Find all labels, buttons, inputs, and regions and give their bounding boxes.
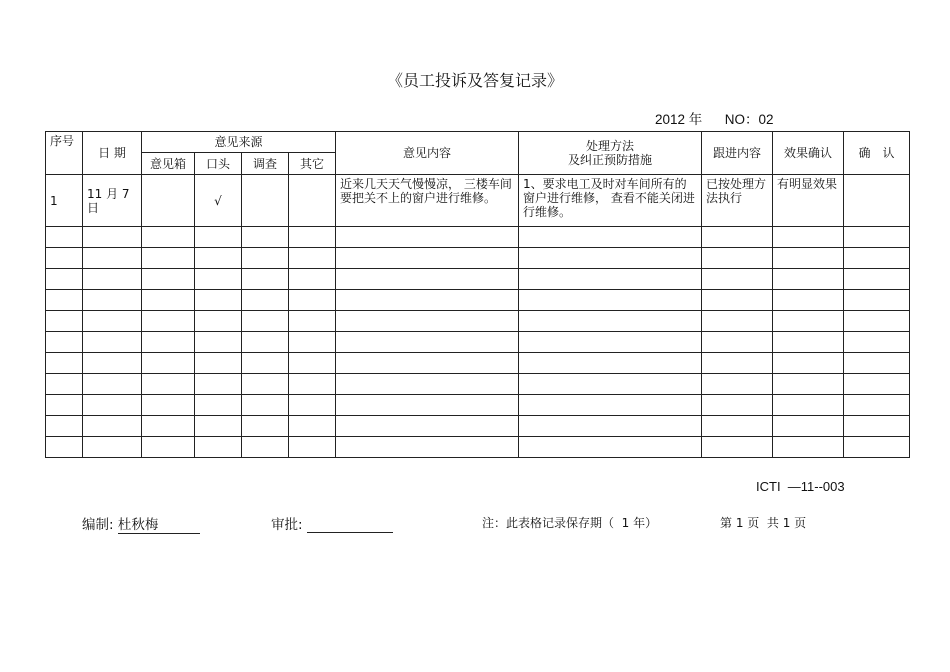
- year-number-line: 2012 年 NO：02: [655, 112, 774, 127]
- row-source-box: [142, 175, 195, 227]
- empty-cell: [773, 332, 844, 353]
- empty-cell: [844, 353, 910, 374]
- empty-cell: [242, 374, 289, 395]
- empty-cell: [336, 311, 519, 332]
- empty-cell: [702, 311, 773, 332]
- empty-cell: [773, 416, 844, 437]
- empty-cell: [336, 269, 519, 290]
- empty-cell: [46, 437, 83, 458]
- empty-cell: [702, 353, 773, 374]
- approve-name: [307, 516, 393, 533]
- empty-cell: [702, 437, 773, 458]
- empty-cell: [702, 248, 773, 269]
- empty-cell: [195, 311, 242, 332]
- empty-cell: [195, 332, 242, 353]
- empty-cell: [195, 248, 242, 269]
- empty-cell: [242, 395, 289, 416]
- editor-name: 杜秋梅: [118, 513, 200, 534]
- row-date: 11 月 7 日: [83, 175, 142, 227]
- row-effect: 有明显效果: [773, 175, 844, 227]
- empty-cell: [702, 269, 773, 290]
- header-content: 意见内容: [336, 132, 519, 175]
- empty-cell: [844, 437, 910, 458]
- table-row-empty: [46, 395, 910, 416]
- empty-cell: [83, 395, 142, 416]
- empty-cell: [142, 332, 195, 353]
- empty-cell: [46, 311, 83, 332]
- empty-cell: [519, 374, 702, 395]
- empty-cell: [702, 395, 773, 416]
- approve-field: [271, 513, 393, 533]
- header-source-box: 意见箱: [142, 153, 195, 175]
- empty-cell: [844, 290, 910, 311]
- empty-cell: [519, 353, 702, 374]
- empty-cell: [242, 290, 289, 311]
- empty-cell: [844, 227, 910, 248]
- empty-cell: [289, 395, 336, 416]
- empty-cell: [195, 290, 242, 311]
- table-row-empty: [46, 248, 910, 269]
- empty-cell: [83, 416, 142, 437]
- empty-cell: [844, 311, 910, 332]
- empty-cell: [844, 269, 910, 290]
- empty-cell: [519, 311, 702, 332]
- empty-cell: [242, 353, 289, 374]
- page-number: 第 1 页 共 1 页: [720, 516, 807, 530]
- empty-cell: [83, 374, 142, 395]
- header-source-survey: 调查: [242, 153, 289, 175]
- empty-cell: [142, 269, 195, 290]
- empty-cell: [773, 374, 844, 395]
- empty-cell: [46, 248, 83, 269]
- empty-cell: [519, 332, 702, 353]
- empty-cell: [142, 395, 195, 416]
- empty-cell: [336, 290, 519, 311]
- empty-cell: [289, 269, 336, 290]
- empty-cell: [773, 437, 844, 458]
- empty-cell: [289, 374, 336, 395]
- empty-cell: [83, 227, 142, 248]
- empty-cell: [242, 227, 289, 248]
- table-row-empty: [46, 269, 910, 290]
- empty-cell: [519, 416, 702, 437]
- row-method: 1、要求电工及时对车间所有的窗户进行维修， 查看不能关闭进行维修。: [519, 175, 702, 227]
- header-date: 日 期: [83, 132, 142, 175]
- table-row-empty: [46, 374, 910, 395]
- empty-cell: [195, 227, 242, 248]
- empty-cell: [195, 353, 242, 374]
- header-source-other: 其它: [289, 153, 336, 175]
- header-source-oral: 口头: [195, 153, 242, 175]
- empty-cell: [242, 248, 289, 269]
- empty-cell: [46, 227, 83, 248]
- empty-cell: [242, 311, 289, 332]
- empty-cell: [773, 395, 844, 416]
- row-seq: 1: [46, 175, 83, 227]
- empty-cell: [142, 227, 195, 248]
- table-row-empty: [46, 332, 910, 353]
- empty-cell: [844, 395, 910, 416]
- empty-cell: [142, 374, 195, 395]
- empty-cell: [195, 374, 242, 395]
- empty-cell: [46, 269, 83, 290]
- empty-cell: [242, 437, 289, 458]
- empty-cell: [289, 437, 336, 458]
- complaint-record-table: [45, 131, 910, 458]
- empty-rows: [46, 227, 910, 458]
- empty-cell: [195, 269, 242, 290]
- empty-cell: [242, 269, 289, 290]
- empty-cell: [336, 374, 519, 395]
- empty-cell: [336, 395, 519, 416]
- header-source: 意见来源: [142, 132, 336, 153]
- empty-cell: [289, 311, 336, 332]
- empty-cell: [289, 248, 336, 269]
- empty-cell: [289, 227, 336, 248]
- empty-cell: [242, 332, 289, 353]
- empty-cell: [336, 248, 519, 269]
- header-method-line2: 及纠正预防措施: [568, 153, 653, 167]
- row-source-oral: √: [195, 175, 242, 227]
- empty-cell: [83, 353, 142, 374]
- empty-cell: [702, 332, 773, 353]
- row-source-survey: [242, 175, 289, 227]
- empty-cell: [336, 332, 519, 353]
- empty-cell: [336, 416, 519, 437]
- header-followup: 跟进内容: [702, 132, 773, 175]
- empty-cell: [83, 269, 142, 290]
- header-method: [519, 132, 702, 175]
- empty-cell: [844, 248, 910, 269]
- empty-cell: [83, 437, 142, 458]
- empty-cell: [844, 374, 910, 395]
- empty-cell: [46, 374, 83, 395]
- empty-cell: [142, 437, 195, 458]
- row-confirm: [844, 175, 910, 227]
- empty-cell: [702, 374, 773, 395]
- header-effect: 效果确认: [773, 132, 844, 175]
- empty-cell: [844, 332, 910, 353]
- row-followup: 已按处理方法执行: [702, 175, 773, 227]
- empty-cell: [289, 416, 336, 437]
- empty-cell: [702, 290, 773, 311]
- table-row: [46, 175, 910, 227]
- editor-field: [82, 513, 200, 534]
- empty-cell: [83, 332, 142, 353]
- table-row-empty: [46, 311, 910, 332]
- empty-cell: [242, 416, 289, 437]
- header-seq: 序号: [46, 132, 83, 175]
- row-content: 近来几天天气慢慢凉， 三楼车间要把关不上的窗户进行维修。: [336, 175, 519, 227]
- empty-cell: [142, 248, 195, 269]
- empty-cell: [519, 395, 702, 416]
- empty-cell: [336, 437, 519, 458]
- empty-cell: [773, 311, 844, 332]
- empty-cell: [142, 290, 195, 311]
- empty-cell: [46, 353, 83, 374]
- empty-cell: [336, 353, 519, 374]
- header-method-line1: 处理方法: [586, 139, 635, 153]
- empty-cell: [519, 437, 702, 458]
- empty-cell: [46, 290, 83, 311]
- empty-cell: [142, 311, 195, 332]
- empty-cell: [289, 353, 336, 374]
- empty-cell: [773, 248, 844, 269]
- row-source-other: [289, 175, 336, 227]
- empty-cell: [773, 227, 844, 248]
- empty-cell: [46, 416, 83, 437]
- empty-cell: [519, 248, 702, 269]
- document-title: 《员工投诉及答复记录》: [386, 71, 563, 90]
- empty-cell: [195, 416, 242, 437]
- empty-cell: [844, 416, 910, 437]
- empty-cell: [336, 227, 519, 248]
- empty-cell: [83, 311, 142, 332]
- editor-label: 编制:: [82, 517, 114, 533]
- table-row-empty: [46, 416, 910, 437]
- table-row-empty: [46, 353, 910, 374]
- empty-cell: [702, 227, 773, 248]
- empty-cell: [142, 353, 195, 374]
- form-code: ICTI —11--003: [756, 479, 845, 494]
- header-confirm: 确 认: [844, 132, 910, 175]
- table-row-empty: [46, 227, 910, 248]
- retention-note: 注：此表格记录保存期（ 1 年）: [482, 516, 658, 530]
- table-row-empty: [46, 437, 910, 458]
- empty-cell: [773, 269, 844, 290]
- table-row-empty: [46, 290, 910, 311]
- empty-cell: [195, 395, 242, 416]
- empty-cell: [289, 332, 336, 353]
- empty-cell: [46, 332, 83, 353]
- empty-cell: [142, 416, 195, 437]
- empty-cell: [195, 437, 242, 458]
- empty-cell: [289, 290, 336, 311]
- empty-cell: [519, 290, 702, 311]
- approve-label: 审批:: [271, 517, 303, 533]
- empty-cell: [773, 290, 844, 311]
- empty-cell: [702, 416, 773, 437]
- empty-cell: [519, 227, 702, 248]
- empty-cell: [83, 290, 142, 311]
- empty-cell: [46, 395, 83, 416]
- empty-cell: [83, 248, 142, 269]
- empty-cell: [773, 353, 844, 374]
- empty-cell: [519, 269, 702, 290]
